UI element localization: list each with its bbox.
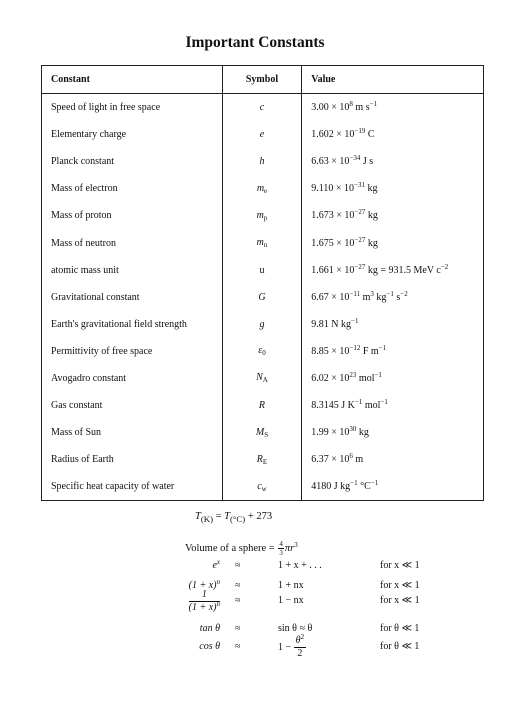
table-header-row bbox=[42, 66, 484, 94]
constant-symbol: $m_n$ bbox=[222, 229, 302, 256]
constant-symbol: u bbox=[222, 257, 302, 284]
table-row bbox=[42, 311, 484, 338]
temperature-conversion: $T_{(K)} = T_{(^\circ C)} + 273$ bbox=[195, 511, 273, 525]
constant-symbol: $\varepsilon_0$ bbox=[222, 338, 302, 365]
approximation-condition: for x ≪ 1 bbox=[380, 580, 420, 591]
approximation-lhs: $\frac{1}{(1 + x)^n}$ bbox=[188, 589, 220, 613]
approximation-lhs: cos θ bbox=[199, 641, 220, 652]
constant-name: Permittivity of free space bbox=[42, 338, 223, 365]
table-row bbox=[42, 121, 484, 148]
approximation-lhs: tan θ bbox=[199, 623, 220, 634]
approximation-condition: for x ≪ 1 bbox=[380, 595, 420, 606]
table-row bbox=[42, 229, 484, 256]
approximation-rhs: sin θ ≈ θ bbox=[278, 623, 313, 634]
table-row bbox=[42, 392, 484, 419]
table-row bbox=[42, 473, 484, 501]
approx-sign: ≈ bbox=[235, 641, 241, 652]
constant-value: 4180 J $kg^{-1}$ $^\circ C^{-1}$ bbox=[302, 473, 484, 501]
constant-symbol: $N_A$ bbox=[222, 365, 302, 392]
constant-name: Planck constant bbox=[42, 148, 223, 175]
constant-symbol: $M_S$ bbox=[222, 419, 302, 446]
table-row bbox=[42, 446, 484, 473]
constant-value: $1.661 \times 10^{-27}$ kg = 931.5 MeV $c^{-2}$ bbox=[302, 257, 484, 284]
constant-name: Avogadro constant bbox=[42, 365, 223, 392]
constant-symbol: g bbox=[222, 311, 302, 338]
constant-name: Mass of Sun bbox=[42, 419, 223, 446]
approx-sign: ≈ bbox=[235, 623, 241, 634]
table-row bbox=[42, 175, 484, 202]
constant-value: $6.67 \times 10^{-11}$ $m^3$ $kg^{-1}$ $s^{-2}$ bbox=[302, 284, 484, 311]
constant-name: Elementary charge bbox=[42, 121, 223, 148]
table-row bbox=[42, 257, 484, 284]
constant-symbol: G bbox=[222, 284, 302, 311]
approx-sign: ≈ bbox=[235, 580, 241, 591]
approximation-rhs: 1 − $\frac{\theta^2}{2}$ bbox=[278, 633, 305, 659]
approximation-lhs: $(1 + x)^n$ bbox=[188, 578, 220, 591]
constants-table bbox=[41, 65, 484, 501]
approximation-rhs: 1 + x + . . . bbox=[278, 560, 322, 571]
page-title: Important Constants bbox=[185, 34, 325, 51]
constant-name: Earth's gravitational field strength bbox=[42, 311, 223, 338]
constant-value: $1.602 \times 10^{-19}$ C bbox=[302, 121, 484, 148]
constant-value: $1.675 \times 10^{-27}$ kg bbox=[302, 229, 484, 256]
approx-sign: ≈ bbox=[235, 560, 241, 571]
constant-name: atomic mass unit bbox=[42, 257, 223, 284]
constant-symbol: c bbox=[222, 94, 302, 122]
table-row bbox=[42, 148, 484, 175]
constant-value: $3.00 \times 10^8$ m $s^{-1}$ bbox=[302, 94, 484, 122]
constant-name: Gas constant bbox=[42, 392, 223, 419]
constant-name: Mass of neutron bbox=[42, 229, 223, 256]
sphere-fraction: $\frac{4}{3}$ bbox=[279, 540, 283, 557]
approximation-rhs: 1 + nx bbox=[278, 580, 304, 591]
table-row bbox=[42, 419, 484, 446]
header-symbol: Symbol bbox=[222, 66, 302, 94]
approximation-condition: for θ ≪ 1 bbox=[380, 641, 420, 652]
constant-symbol: $R_E$ bbox=[222, 446, 302, 473]
header-value: Value bbox=[302, 66, 484, 94]
table-row bbox=[42, 365, 484, 392]
table-row bbox=[42, 284, 484, 311]
constant-symbol: R bbox=[222, 392, 302, 419]
approximation-condition: for x ≪ 1 bbox=[380, 560, 420, 571]
constant-name: Mass of proton bbox=[42, 202, 223, 229]
sphere-volume-formula: Volume of a sphere = $\frac{4}{3}$ $\pi r^3$ bbox=[185, 540, 298, 557]
constant-value: $1.99 \times 10^{30}$ kg bbox=[302, 419, 484, 446]
constant-value: 9.81 N $kg^{-1}$ bbox=[302, 311, 484, 338]
constant-name: Mass of electron bbox=[42, 175, 223, 202]
constant-name: Specific heat capacity of water bbox=[42, 473, 223, 501]
approximation-rhs: 1 − nx bbox=[278, 595, 304, 606]
approximation-lhs: $e^x$ bbox=[212, 558, 220, 571]
table-row bbox=[42, 94, 484, 122]
constant-symbol: $c_w$ bbox=[222, 473, 302, 501]
approx-sign: ≈ bbox=[235, 595, 241, 606]
constant-value: $9.110 \times 10^{-31}$ kg bbox=[302, 175, 484, 202]
constant-name: Radius of Earth bbox=[42, 446, 223, 473]
constant-symbol: h bbox=[222, 148, 302, 175]
constant-symbol: $m_p$ bbox=[222, 202, 302, 229]
constant-value: 8.3145 J $K^{-1}$ mol$^{-1}$ bbox=[302, 392, 484, 419]
approximation-condition: for θ ≪ 1 bbox=[380, 623, 420, 634]
constant-name: Speed of light in free space bbox=[42, 94, 223, 122]
constant-name: Gravitational constant bbox=[42, 284, 223, 311]
constant-value: $6.02 \times 10^{23}$ mol$^{-1}$ bbox=[302, 365, 484, 392]
constant-value: $6.63 \times 10^{-34}$ J s bbox=[302, 148, 484, 175]
constant-value: $6.37 \times 10^6$ m bbox=[302, 446, 484, 473]
constant-symbol: $m_e$ bbox=[222, 175, 302, 202]
header-constant: Constant bbox=[42, 66, 223, 94]
table-row bbox=[42, 338, 484, 365]
constant-value: $1.673 \times 10^{-27}$ kg bbox=[302, 202, 484, 229]
constant-value: $8.85 \times 10^{-12}$ F $m^{-1}$ bbox=[302, 338, 484, 365]
constant-symbol: e bbox=[222, 121, 302, 148]
table-row bbox=[42, 202, 484, 229]
